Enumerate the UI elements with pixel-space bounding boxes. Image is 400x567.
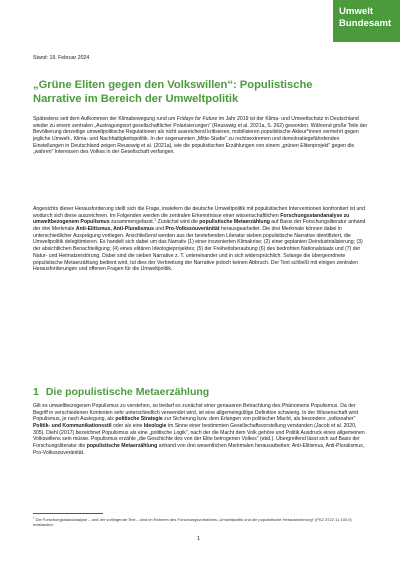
intro-fff-italic: Fridays for Future [176,116,218,122]
overview-text-d: Zunächst wird die [156,219,200,226]
intro-text-c: im Jahr 2019 ist der Klima- und Umweltschutz in Deutschland wieder zu einem zentralen „Austragungsort gesellschaftlicher Polarisierungen“ (Reusswig et al. 2021a, S. 262) geworden. Während große Teile der Bevölkerung derzeitige umweltpolitische Regulationen als nicht ausreichend kritisieren, mobilisieren populistische Akteur*innen vermehrt gegen jegliche Umwelt-, Klima- und Nachhaltigkeitspolitik. In der sogenannten „Mitte-Studie“ zu rechtsextremen und demokratiegefährdenden Einstellungen in Deutschland zeigen Reusswig et al. (2021a), wie die populistischen Erzählungen von einem „grünen Elitenprojekt“ gegen die „wahren“ Interessen des Volkes in der Gesellschaft verfangen. [33,116,368,156]
section-text-a: Gilt es umweltbezogenen Populismus zu verstehen, so bedarf es zunächst einer genaueren Betrachtung des Phänomens Populismus. Da der Begriff in verschiedenen Kontexten sehr unterschiedlich verwendet wird, ist eine allgemeingültige Definition schwierig. In der Wissenschaft wird Populismus, je nach Auslegung, als [33,403,359,423]
document-date: Stand: 19. Februar 2024 [33,55,90,61]
intro-text-a: Spätestens seit dem Aufkommen der Klimabewegung rund um [33,116,177,122]
overview-bold-anti: Anti-Elitismus, Anti-Pluralismus [75,226,154,233]
footnote-divider [33,513,103,514]
section-heading [33,386,209,398]
overview-bold-analysis: Forschungsstandanalyse zu umweltbezogenem Populismus [33,212,350,226]
logo-line-bundesamt: Bundesamt [339,17,392,29]
footnote-ref[interactable]: 1 [154,217,157,222]
overview-paragraph [33,206,369,273]
overview-bold-metanarrative: populistische Metaerzählung [199,219,270,226]
section-bold-metanarrative: populistische Metaerzählung [86,443,158,450]
overview-bold-pro: Pro-Volkssouveränität [165,226,220,233]
section-bold-ideology: Ideologie [143,423,167,430]
intro-paragraph [33,116,369,156]
footnote-number: 1 [33,515,35,520]
section-title: Die populistische Metaerzählung [45,386,210,398]
overview-text-a: Angesichts dieser Herausforderung stellt sich die Frage, inwiefern die deutsche Umweltpolitik mit populistischen Interventionen konfrontiert ist und wodurch sich diese auszeichnen. Im Folgenden werden die zentralen Erkenntnisse einer wissenschaftlichen [33,206,366,219]
section-paragraph [33,403,369,457]
document-title: „Grüne Eliten gegen den Volkswillen“: Populistische Narrative im Bereich der Umweltpolitik [33,79,313,105]
overview-text-h: und [153,226,166,233]
section-bold-strategy: politische Strategie [115,416,163,423]
section-text-k: anhand von drei wesentlichen Merkmalen herausarbeiten: Anti-Elitismus, Anti-Pluralismus, Pro-Volkssouveränität. [33,443,365,456]
overview-text-f: auf Basis der Forschungsliteratur anhand der drei Merkmale [33,219,366,233]
footnote [33,517,353,527]
logo-line-umwelt: Umwelt [339,6,374,17]
overview-text-c: zusammengefasst. [109,219,155,226]
umweltbundesamt-logo [333,0,400,42]
section-number: 1 [33,386,39,398]
section-text-g: im Sinne einer bestimmten Gesellschaftsvorstellung verstanden (Jacob et al. 2020, 305). Diehl (2017) bezeichnet Populismus als eine „politische Logik“, nach der die Macht dem Volk gehöre und Politik Ausdruck eines allgemeinen Volkswillens sein müsse. Populismus erzähle „die Geschichte des von der Elite betrogenen Volkes“ (ebd.). Übergreifend lässt sich auf Basis der Forschungsliteratur die [33,423,365,450]
footnote-text: Die Forschungsstandanalyse – und der vorliegende Text – sind im Rahmen des Forschungsvorhabens „Umweltpolitik und die populistische Herausforderung“ (FKZ 3722 11 103 0) entstanden. [33,517,352,528]
section-bold-style: Politik- und Kommunikationsstil [33,423,112,430]
section-text-e: oder als eine [111,423,144,430]
section-text-c: zur Sicherung bzw. dem Erlangen von politischer Macht, als besonders „volksnaher“ [162,416,356,423]
overview-text-l: herausgearbeitet. Die drei Merkmale können dabei in unterschiedlicher Ausprägung vorliegen. Anschließend werden aus der bestehenden Literatur sieben populistische Narrative identifiziert, die Umweltpolitik delegitimieren. Es handelt sich dabei um das Narrativ (1) einer inszenierten Klimakrise; (2) einer geplanten Deindustrialisierung; (3) der absichtlichen Benachteiligung; (4) eines elitären Ideologieprojektes; (5) der Freiheitsberaubung (6) des bedrohten Nationalstaats und (7) der Natur- und Heimatzerstörung. Dabei sind die sieben Narrative z. T. untereinander und in sich widersprüchlich. Solange die übergeordnete populistische Metaerzählung bedient wird, tut dies der Verbreitung der Narrative jedoch keinen Abbruch. Der Text schließt mit einigen zentralen Herausforderungen und offenen Fragen für die Umweltpolitik. [33,226,363,273]
page-number: 1 [197,536,201,542]
